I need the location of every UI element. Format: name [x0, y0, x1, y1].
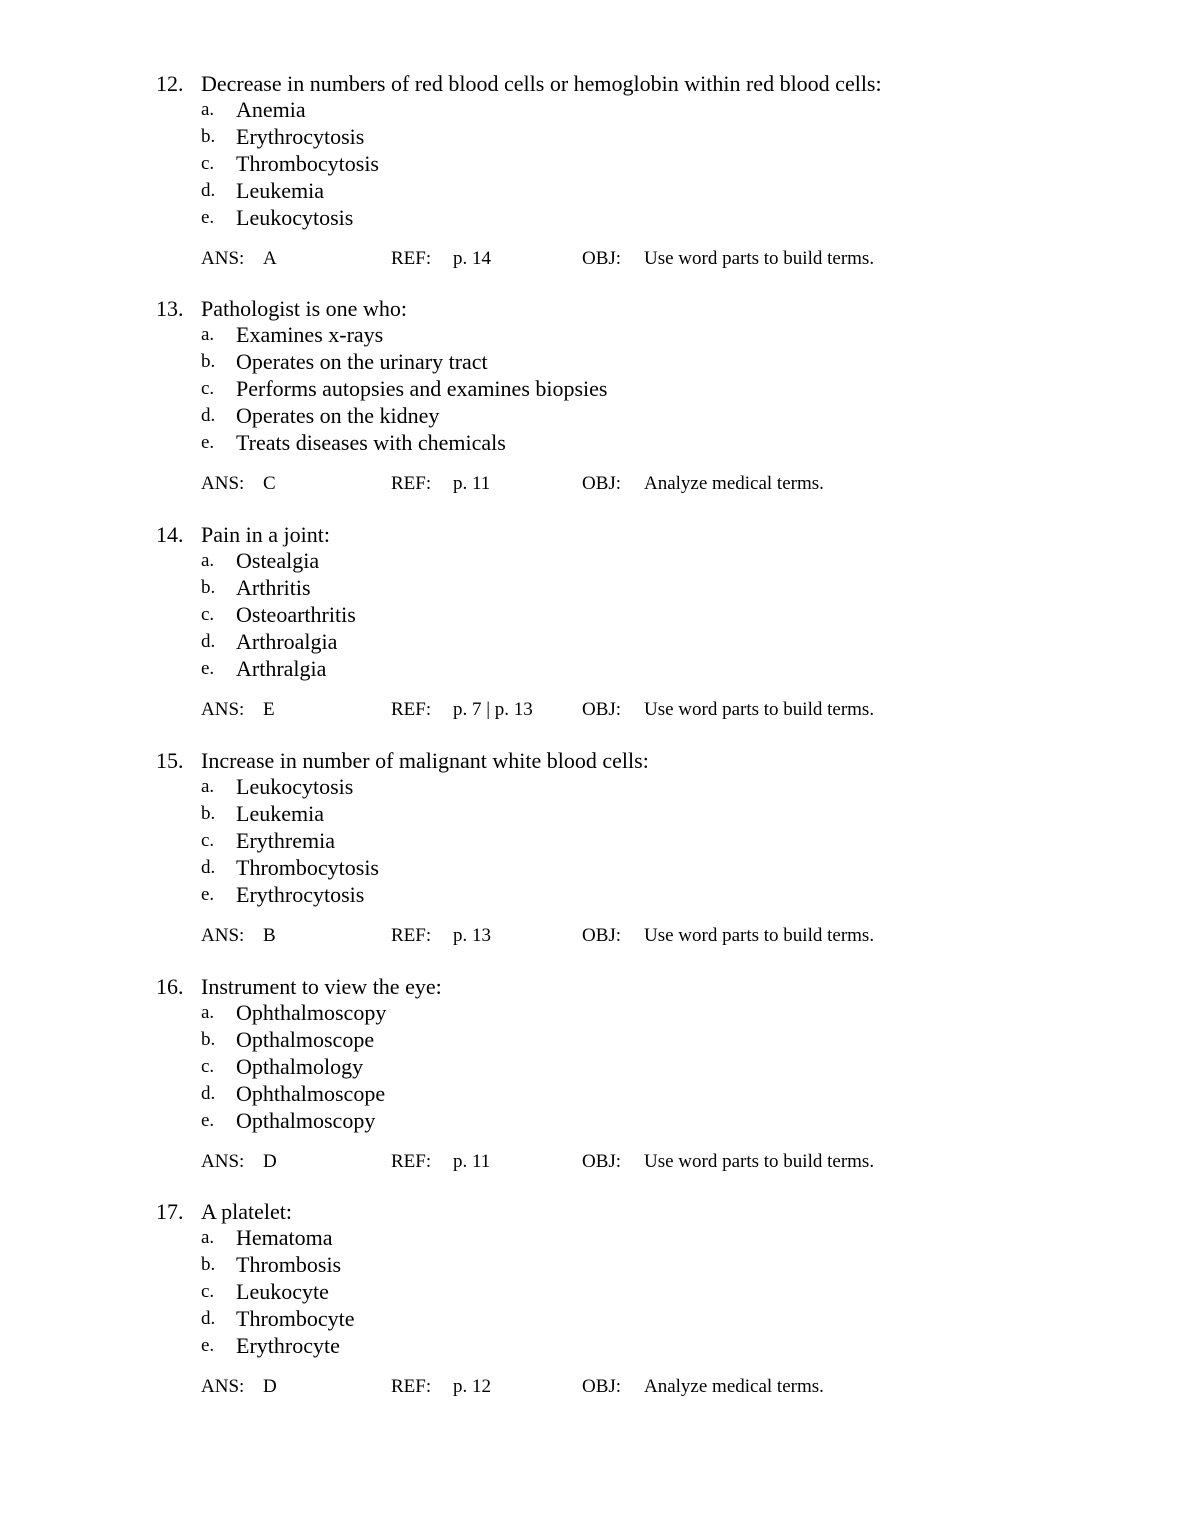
- choice-a: [156, 774, 1056, 801]
- question-13: [156, 295, 1056, 498]
- choice-text: Thrombocyte: [236, 1305, 355, 1331]
- question-stem: [156, 973, 1056, 1000]
- question-text: Pain in a joint:: [201, 522, 330, 547]
- question-text: Decrease in numbers of red blood cells or hemoglobin within red blood cells:: [201, 71, 882, 96]
- choice-text: Operates on the kidney: [236, 402, 440, 428]
- choice-text: Arthralgia: [236, 655, 327, 681]
- choice-b: [156, 1027, 1056, 1054]
- choice-b: [156, 124, 1056, 151]
- choice-text: Hematoma: [236, 1225, 333, 1250]
- reference-label: REF:: [391, 248, 432, 270]
- choice-text: Erythrocytosis: [236, 123, 365, 149]
- reference-label: REF:: [391, 1151, 432, 1173]
- answer-meta: [156, 696, 1056, 724]
- choice-text: Arthroalgia: [236, 628, 338, 654]
- objective-label: OBJ:: [582, 473, 622, 495]
- choice-text: Osteoarthritis: [236, 601, 356, 627]
- choice-text: Leukocytosis: [236, 204, 354, 230]
- choice-a: [156, 1225, 1056, 1252]
- choice-letter: d.: [201, 630, 216, 652]
- choice-letter: d.: [201, 404, 216, 426]
- choice-text: Examines x-rays: [236, 322, 384, 347]
- choice-letter: b.: [201, 350, 216, 372]
- choice-letter: d.: [201, 856, 216, 878]
- objective-value: Use word parts to build terms.: [644, 699, 875, 721]
- choice-b: [156, 575, 1056, 602]
- choice-text: Arthritis: [236, 574, 311, 600]
- choice-text: Opthalmoscope: [236, 1026, 375, 1052]
- choice-text: Ophthalmoscopy: [236, 1000, 387, 1025]
- choice-text: Ophthalmoscope: [236, 1080, 386, 1106]
- choice-letter: a.: [201, 324, 215, 345]
- choice-letter: d.: [201, 1082, 216, 1104]
- choice-letter: e.: [201, 1109, 215, 1131]
- choice-d: [156, 1081, 1056, 1108]
- answer-value: A: [263, 248, 277, 270]
- choice-b: [156, 349, 1056, 376]
- choice-e: [156, 205, 1056, 232]
- question-text: A platelet:: [201, 1199, 293, 1224]
- answer-value: B: [263, 925, 276, 947]
- choice-b: [156, 1252, 1056, 1279]
- reference-value: p. 12: [453, 1376, 491, 1398]
- answer-label: ANS:: [201, 925, 245, 947]
- choice-letter: a.: [201, 1227, 215, 1248]
- objective-value: Analyze medical terms.: [644, 1376, 824, 1398]
- choice-a: [156, 548, 1056, 575]
- choice-text: Anemia: [236, 97, 306, 122]
- objective-value: Use word parts to build terms.: [644, 1151, 875, 1173]
- question-number: 16.: [156, 974, 184, 999]
- choice-letter: e.: [201, 657, 215, 679]
- choice-letter: b.: [201, 125, 216, 147]
- answer-value: C: [263, 473, 276, 495]
- reference-value: p. 7 | p. 13: [453, 699, 533, 721]
- question-number: 14.: [156, 522, 184, 547]
- reference-label: REF:: [391, 473, 432, 495]
- choice-letter: b.: [201, 576, 216, 598]
- choice-letter: a.: [201, 1002, 215, 1023]
- choice-c: [156, 1279, 1056, 1306]
- choice-e: [156, 1108, 1056, 1135]
- reference-label: REF:: [391, 925, 432, 947]
- answer-meta: [156, 1373, 1056, 1401]
- question-stem: [156, 295, 1056, 322]
- question-number: 13.: [156, 296, 184, 321]
- choice-d: [156, 855, 1056, 882]
- answer-value: D: [263, 1376, 277, 1398]
- objective-value: Use word parts to build terms.: [644, 925, 875, 947]
- choice-text: Leukemia: [236, 800, 324, 826]
- reference-value: p. 14: [453, 248, 491, 270]
- choice-text: Erythrocyte: [236, 1332, 340, 1358]
- choice-d: [156, 629, 1056, 656]
- question-17: [156, 1198, 1056, 1401]
- question-15: [156, 747, 1056, 950]
- choice-text: Erythremia: [236, 827, 335, 853]
- question-number: 17.: [156, 1199, 184, 1224]
- choice-text: Opthalmoscopy: [236, 1107, 376, 1133]
- answer-meta: [156, 922, 1056, 950]
- question-stem: [156, 521, 1056, 548]
- choice-b: [156, 801, 1056, 828]
- answer-value: E: [263, 699, 275, 721]
- question-text: Increase in number of malignant white blood cells:: [201, 748, 649, 773]
- choice-e: [156, 430, 1056, 457]
- choice-d: [156, 178, 1056, 205]
- choice-c: [156, 1054, 1056, 1081]
- reference-value: p. 11: [453, 1151, 491, 1173]
- choice-text: Opthalmology: [236, 1053, 364, 1079]
- choice-text: Leukocyte: [236, 1278, 329, 1304]
- choice-c: [156, 828, 1056, 855]
- answer-value: D: [263, 1151, 277, 1173]
- choice-text: Thrombocytosis: [236, 150, 379, 176]
- question-12: [156, 70, 1056, 273]
- question-14: [156, 521, 1056, 724]
- choice-text: Treats diseases with chemicals: [236, 429, 506, 455]
- choice-letter: a.: [201, 99, 215, 120]
- choice-e: [156, 1333, 1056, 1360]
- answer-meta: [156, 1148, 1056, 1176]
- answer-label: ANS:: [201, 248, 245, 270]
- reference-value: p. 11: [453, 473, 491, 495]
- choice-c: [156, 151, 1056, 178]
- choice-a: [156, 322, 1056, 349]
- objective-label: OBJ:: [582, 925, 622, 947]
- objective-value: Use word parts to build terms.: [644, 248, 875, 270]
- choice-letter: c.: [201, 1280, 215, 1302]
- question-text: Pathologist is one who:: [201, 296, 407, 321]
- choice-letter: c.: [201, 1055, 215, 1077]
- reference-label: REF:: [391, 699, 432, 721]
- choice-letter: b.: [201, 1253, 216, 1275]
- choice-letter: c.: [201, 829, 215, 851]
- choice-e: [156, 882, 1056, 909]
- choice-letter: b.: [201, 1028, 216, 1050]
- question-stem: [156, 747, 1056, 774]
- objective-label: OBJ:: [582, 1151, 622, 1173]
- choice-d: [156, 1306, 1056, 1333]
- objective-label: OBJ:: [582, 1376, 622, 1398]
- choice-letter: a.: [201, 550, 215, 571]
- question-stem: [156, 70, 1056, 97]
- answer-meta: [156, 470, 1056, 498]
- choice-letter: d.: [201, 179, 216, 201]
- answer-label: ANS:: [201, 473, 245, 495]
- choice-c: [156, 602, 1056, 629]
- answer-label: ANS:: [201, 1151, 245, 1173]
- reference-label: REF:: [391, 1376, 432, 1398]
- choice-text: Thrombocytosis: [236, 854, 379, 880]
- choice-text: Erythrocytosis: [236, 881, 365, 907]
- question-stem: [156, 1198, 1056, 1225]
- choice-letter: c.: [201, 603, 215, 625]
- question-number: 15.: [156, 748, 184, 773]
- choice-text: Leukocytosis: [236, 774, 354, 799]
- choice-letter: e.: [201, 431, 215, 453]
- choice-text: Thrombosis: [236, 1251, 342, 1277]
- choice-letter: a.: [201, 776, 215, 797]
- answer-label: ANS:: [201, 699, 245, 721]
- answer-label: ANS:: [201, 1376, 245, 1398]
- choice-letter: e.: [201, 206, 215, 228]
- question-number: 12.: [156, 71, 184, 96]
- choice-text: Operates on the urinary tract: [236, 348, 488, 374]
- choice-e: [156, 656, 1056, 683]
- choice-letter: d.: [201, 1307, 216, 1329]
- choice-letter: b.: [201, 802, 216, 824]
- question-16: [156, 973, 1056, 1176]
- choice-a: [156, 97, 1056, 124]
- answer-meta: [156, 245, 1056, 273]
- choice-a: [156, 1000, 1056, 1027]
- reference-value: p. 13: [453, 925, 491, 947]
- choice-d: [156, 403, 1056, 430]
- choice-letter: e.: [201, 883, 215, 905]
- objective-label: OBJ:: [582, 248, 622, 270]
- choice-c: [156, 376, 1056, 403]
- objective-label: OBJ:: [582, 699, 622, 721]
- choice-text: Performs autopsies and examines biopsies: [236, 375, 608, 401]
- objective-value: Analyze medical terms.: [644, 473, 824, 495]
- choice-text: Ostealgia: [236, 548, 320, 573]
- choice-letter: e.: [201, 1334, 215, 1356]
- choice-letter: c.: [201, 377, 215, 399]
- choice-letter: c.: [201, 152, 215, 174]
- question-text: Instrument to view the eye:: [201, 974, 442, 999]
- choice-text: Leukemia: [236, 177, 324, 203]
